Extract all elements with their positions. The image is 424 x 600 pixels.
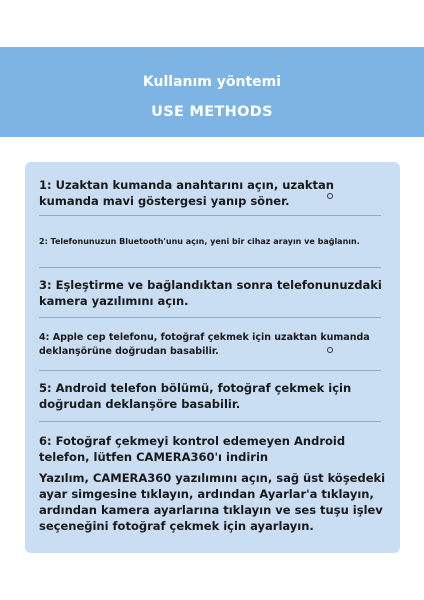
header-title-tr: Kullanım yöntemi [142,74,282,90]
camera360-note: Yazılım, CAMERA360 yazılımını açın, sağ üst köşedeki ayar simgesine tıklayın, ardından Ayarlar'a tıklayın, ardından kamera ayarlarına tıklayın ve ses tuşu işlev seçeneğini fotoğraf çekmek için ayarlayın. [39,471,386,533]
divider [39,370,381,371]
header-title-en: USE METHODS [151,104,273,120]
dot-icon [327,193,333,199]
dot-icon [327,347,333,353]
divider [39,317,381,318]
step-3: 3: Eşleştirme ve bağlandıktan sonra telefonunuzdaki kamera yazılımını açın. [39,278,382,308]
step-5: 5: Android telefon bölümü, fotoğraf çekmek için doğrudan deklanşöre basabilir. [39,381,352,411]
divider [39,421,381,422]
step-4: 4: Apple cep telefonu, fotoğraf çekmek için uzaktan kumanda deklanşörüne doğrudan basabilir. [39,332,370,357]
divider [39,267,381,268]
step-2: 2: Telefonunuzun Bluetooth'unu açın, yeni bir cihaz arayın ve bağlanın. [39,237,360,246]
step-1: 1: Uzaktan kumanda anahtarını açın, uzaktan kumanda mavi göstergesi yanıp söner. [39,178,334,208]
header-banner [0,47,424,137]
instructions-card [25,162,400,553]
step-6: 6: Fotoğraf çekmeyi kontrol edemeyen Android telefon, lütfen CAMERA360'ı indirin [39,434,346,464]
divider [39,215,381,216]
